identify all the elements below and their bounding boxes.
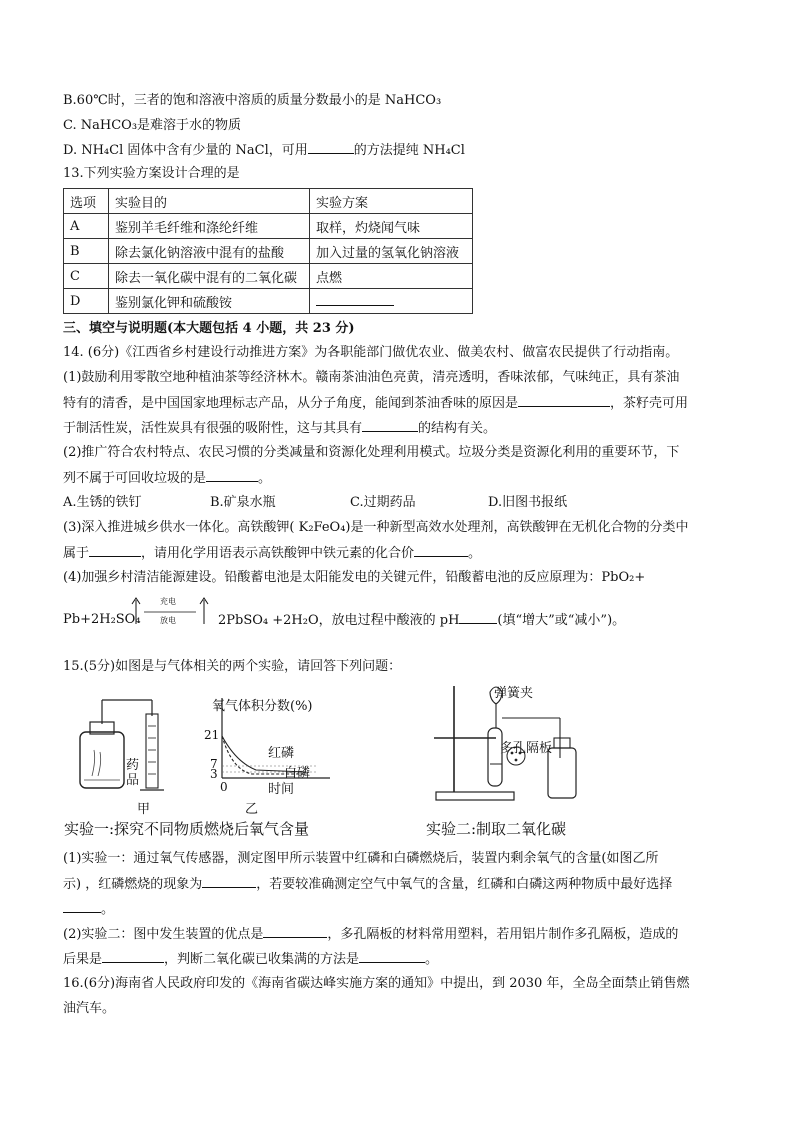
table-cell: 加入过量的氢氧化钠溶液 [310,239,473,264]
q13-stem: 13.下列实验方案设计合理的是 [63,166,240,181]
answer-blank[interactable] [206,469,258,482]
text-segment: 。 [425,952,439,967]
text-segment: 特有的清香，是中国国家地理标志产品，从分子角度，能闻到茶油香味的原因是 [63,396,519,411]
q12-option-c: C. NaHCO₃是难溶于水的物质 [63,118,242,133]
text-segment: 。 [468,546,482,561]
text-segment: ，多孔隔板的材料常用塑料，若用铝片制作多孔隔板，造成的 [327,927,679,942]
drug-label: 药 品 [126,758,140,788]
text-segment: 。 [101,902,115,917]
answer-blank[interactable] [459,611,497,624]
graph-tick-7: 7 [210,757,218,771]
text-segment: 属于 [63,546,90,561]
header-cell: 实验目的 [109,189,310,214]
text-segment: 2PbSO₄ +2H₂O，放电过程中酸液的 pH [218,613,460,628]
table-cell: 点燃 [310,264,473,289]
q14-p4-formula-left: Pb+2H₂SO₄ [63,612,141,627]
answer-blank[interactable] [316,293,394,306]
section-heading: 三、填空与说明题(本大题包括 4 小题，共 23 分) [63,321,355,336]
text-segment: (2)实验二：图中发生装置的优点是 [63,927,264,942]
table-cell: 鉴别氯化钾和硫酸铵 [109,289,310,314]
graph-tick-21: 21 [204,728,220,742]
answer-blank[interactable] [202,875,256,888]
q14-p2-line1: (2)推广符合农村特点、农民习惯的分类减量和资源化处理利用模式。垃圾分类是资源化利用的重要环节，下 [63,445,680,460]
text-segment: 。 [258,471,272,486]
q14-p4-line1: (4)加强乡村清洁能源建设。铅酸蓄电池是太阳能发电的关键元件，铅酸蓄电池的反应原理为：PbO₂+ [63,570,646,585]
q14-p3-line2 [63,544,481,563]
q15-intro: 15.(5分)如图是与气体相关的两个实验，请回答下列问题： [63,659,402,674]
answer-blank[interactable] [263,925,327,938]
graph-y-label: 氧气体积分数(%) [212,699,313,714]
q12-option-b: B.60℃时，三者的饱和溶液中溶质的质量分数最小的是 NaHCO₃ [63,93,442,108]
answer-blank[interactable] [518,394,610,407]
answer-blank[interactable] [414,544,468,557]
q16-line1: 16.(6分)海南省人民政府印发的《海南省碳达峰实施方案的通知》中提出，到 2030 年，全岛全面禁止销售燃 [63,976,690,991]
text-segment: (填“增大”或“减小”)。 [497,613,626,628]
q15-p1-line2 [63,875,672,894]
q12-d-text-a: D. NH₄Cl 固体中含有少量的 NaCl，可用 [63,143,308,158]
q14-p3-line1: (3)深入推进城乡供水一体化。高铁酸钾( K₂FeO₄)是一种新型高效水处理剂，高铁酸钾在无机化合物的分类中 [63,520,689,535]
answer-blank[interactable] [359,950,425,963]
table-cell [310,289,473,314]
text-segment: ，判断二氧化碳已收集满的方法是 [164,952,360,967]
graph-origin: 0 [220,780,228,794]
table-header-row [64,189,473,214]
text-segment: ，若要较准确测定空气中氧气的含量，红磷和白磷这两种物质中最好选择 [256,877,673,892]
table-cell: B [64,239,109,264]
figure-caption-experiment-2: 实验二:制取二氧化碳 [426,820,567,838]
table-row [64,289,473,314]
table-row [64,239,473,264]
q14-p2-line2 [63,469,271,488]
table-row [64,214,473,239]
text-segment: ，请用化学用语表示高铁酸钾中铁元素的化合价 [141,546,415,561]
q14-p4-line2 [218,611,625,630]
header-cell: 选项 [64,189,109,214]
q16-line2: 油汽车。 [63,1001,116,1016]
text-segment: 的结构有关。 [418,421,497,436]
text-segment: ，茶籽壳可用 [610,396,689,411]
table-cell: 取样，灼烧闻气味 [310,214,473,239]
arrow-label-bottom: 放电 [160,616,176,625]
arrow-label-top: 充电 [160,597,176,606]
q12-option-d [63,141,465,160]
answer-blank[interactable] [89,544,141,557]
graph-label-red-p: 红磷 [268,746,295,761]
table-row [64,264,473,289]
spring-clip-label: 弹簧夹 [494,686,534,701]
q12-d-text-b: 的方法提纯 NH₄Cl [353,143,465,158]
q14-option-a: A.生锈的铁钉 [63,495,142,510]
q15-p1-line1: (1)实验一：通过氧气传感器，测定图甲所示装置中红磷和白磷燃烧后，装置内剩余氧气的含量(如图乙所 [63,851,659,866]
text-segment: 后果是 [63,952,103,967]
figure-caption-experiment-1: 实验一:探究不同物质燃烧后氧气含量 [64,820,310,838]
q14-option-c: C.过期药品 [350,495,416,510]
table-cell: 除去一氧化碳中混有的二氧化碳 [109,264,310,289]
table-cell: 除去氯化钠溶液中混有的盐酸 [109,239,310,264]
answer-blank[interactable] [308,141,354,154]
answer-blank[interactable] [102,950,164,963]
porous-plate-label: 多孔隔板 [500,741,553,756]
table-cell: 鉴别羊毛纤维和涤纶纤维 [109,214,310,239]
figure-label-yi: 乙 [245,802,259,817]
q15-p2-line1 [63,925,678,944]
header-cell: 实验方案 [310,189,473,214]
q14-p1-line3 [63,419,496,438]
graph-label-white-p: 白磷 [284,766,311,781]
table-cell: D [64,289,109,314]
answer-blank[interactable] [362,419,418,432]
text-segment: 列不属于可回收垃圾的是 [63,471,207,486]
q14-option-d: D.旧图书报纸 [488,495,568,510]
q15-p1-line3 [63,900,114,919]
table-cell: A [64,214,109,239]
q13-table [63,188,473,314]
text-segment: 示) ，红磷燃烧的现象为 [63,877,203,892]
graph-x-label: 时间 [268,782,295,797]
answer-blank[interactable] [63,900,101,913]
figure-label-jia: 甲 [137,802,151,817]
q14-option-b: B.矿泉水瓶 [210,495,276,510]
q14-p1-line2 [63,394,688,413]
q14-intro: 14. (6分)《江西省乡村建设行动推进方案》为各职能部门做优农业、做美农村、做富农民提供了行动指南。 [63,345,679,360]
text-segment: 于制活性炭，活性炭具有很强的吸附性，这与其具有 [63,421,363,436]
q14-p1-line1: (1)鼓励利用零散空地种植油茶等经济林木。赣南茶油油色亮黄，清亮透明，香味浓郁，气味纯正，具有茶油 [63,370,680,385]
q15-p2-line2 [63,950,438,969]
table-cell: C [64,264,109,289]
graph-tick-3: 3 [210,767,218,781]
